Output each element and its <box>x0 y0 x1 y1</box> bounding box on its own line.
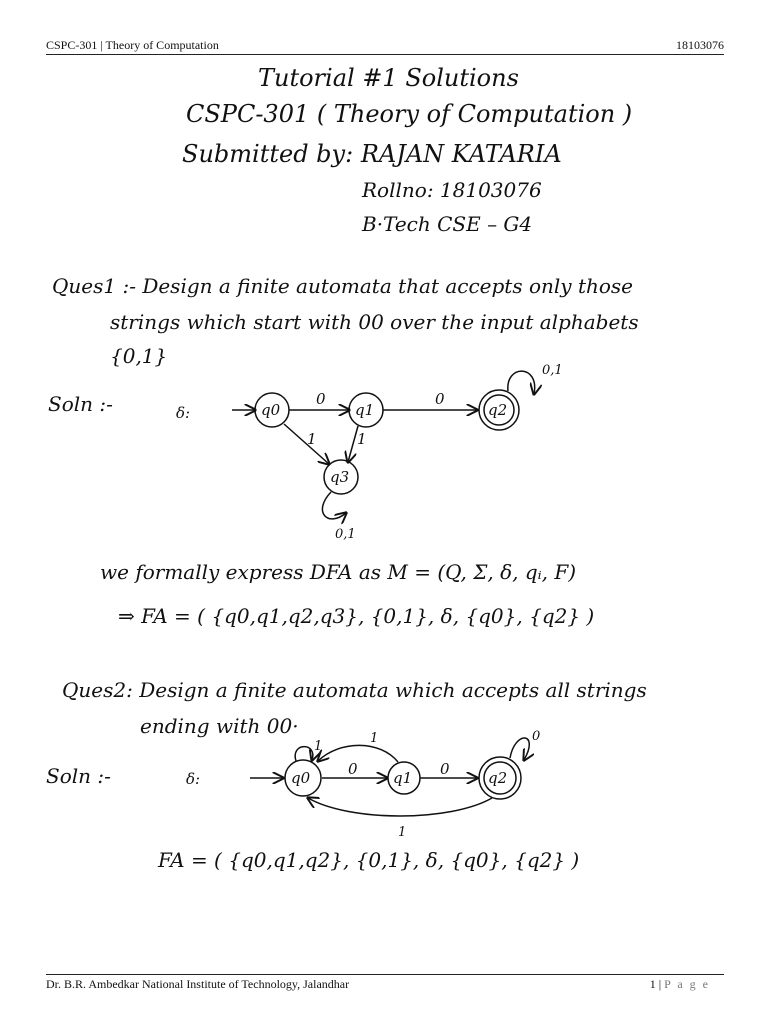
q1-edge-q1-q3-label: 1 <box>357 430 367 448</box>
q1-edge-q3-self-label: 0,1 <box>335 527 356 542</box>
header-roll: 18103076 <box>676 38 724 52</box>
q2-state-q2-label: q2 <box>488 769 508 787</box>
q2-edge-q0-self <box>295 747 313 761</box>
q2-delta: δ: <box>186 770 201 788</box>
q1-edge-q1-q2-label: 0 <box>435 390 445 408</box>
q2-state-q0-label: q0 <box>291 769 311 787</box>
q2-line2: ending with 00· <box>140 714 299 738</box>
roll-number: Rollno: 18103076 <box>362 178 542 202</box>
q2-edge-q1-q0-label: 1 <box>370 731 379 746</box>
page-footer <box>46 977 724 993</box>
q1-soln-label: Soln :- <box>48 392 113 416</box>
q1-delta: δ: <box>176 404 191 422</box>
q2-edge-q1-q2-label: 0 <box>440 760 450 778</box>
q1-formal-line2: ⇒ FA = ( {q0,q1,q2,q3}, {0,1}, δ, {q0}, {q2} ) <box>118 604 595 628</box>
q2-edge-q1-q0 <box>318 745 398 762</box>
q2-state-q1-label: q1 <box>393 769 413 787</box>
footer-institute: Dr. B.R. Ambedkar National Institute of Technology, Jalandhar <box>46 977 350 991</box>
footer-page-number: 1 <box>649 977 656 991</box>
footer-page-word: P a g e <box>664 977 710 991</box>
q1-state-q3-label: q3 <box>330 468 350 486</box>
q1-line2: strings which start with 00 over the input alphabets <box>110 310 639 334</box>
title-line3: Submitted by: RAJAN KATARIA <box>182 140 562 168</box>
q1-state-q0-label: q0 <box>261 401 281 419</box>
q1-state-q2-label: q2 <box>488 401 508 419</box>
q1-state-q1-label: q1 <box>355 401 375 419</box>
q2-edge-q2-self <box>510 738 529 760</box>
footer-page-sep: | <box>658 977 662 991</box>
q1-formal-line1: we formally express DFA as M = (Q, Σ, δ, qᵢ, F) <box>100 560 577 584</box>
q2-fa-definition: FA = ( {q0,q1,q2}, {0,1}, δ, {q0}, {q2} ) <box>158 848 580 872</box>
q2-edge-q2-self-label: 0 <box>532 729 541 744</box>
header-course: CSPC-301 | Theory of Computation <box>46 38 219 52</box>
q1-edge-q0-q3-label: 1 <box>307 430 317 448</box>
title-line1: Tutorial #1 Solutions <box>258 64 519 92</box>
q2-edge-q2-q0-label: 1 <box>398 825 407 840</box>
footer-page <box>650 977 710 992</box>
branch: B·Tech CSE – G4 <box>362 212 533 236</box>
title-line2: CSPC-301 ( Theory of Computation ) <box>186 100 633 128</box>
q2-edge-q0-self-label: 1 <box>314 739 323 754</box>
footer-rule <box>46 974 724 975</box>
q1-edge-q2-self-label: 0,1 <box>542 363 563 378</box>
q2-edge-q0-q1-label: 0 <box>348 760 358 778</box>
q2-edge-q2-q0 <box>308 798 492 816</box>
q1-line3: {0,1} <box>110 344 168 368</box>
q2-soln-label: Soln :- <box>46 764 111 788</box>
q1-edge-q0-q1-label: 0 <box>316 390 326 408</box>
q1-line1: Ques1 :- Design a finite automata that accepts only those <box>52 274 633 298</box>
q2-line1: Ques2: Design a finite automata which accepts all strings <box>62 678 647 702</box>
